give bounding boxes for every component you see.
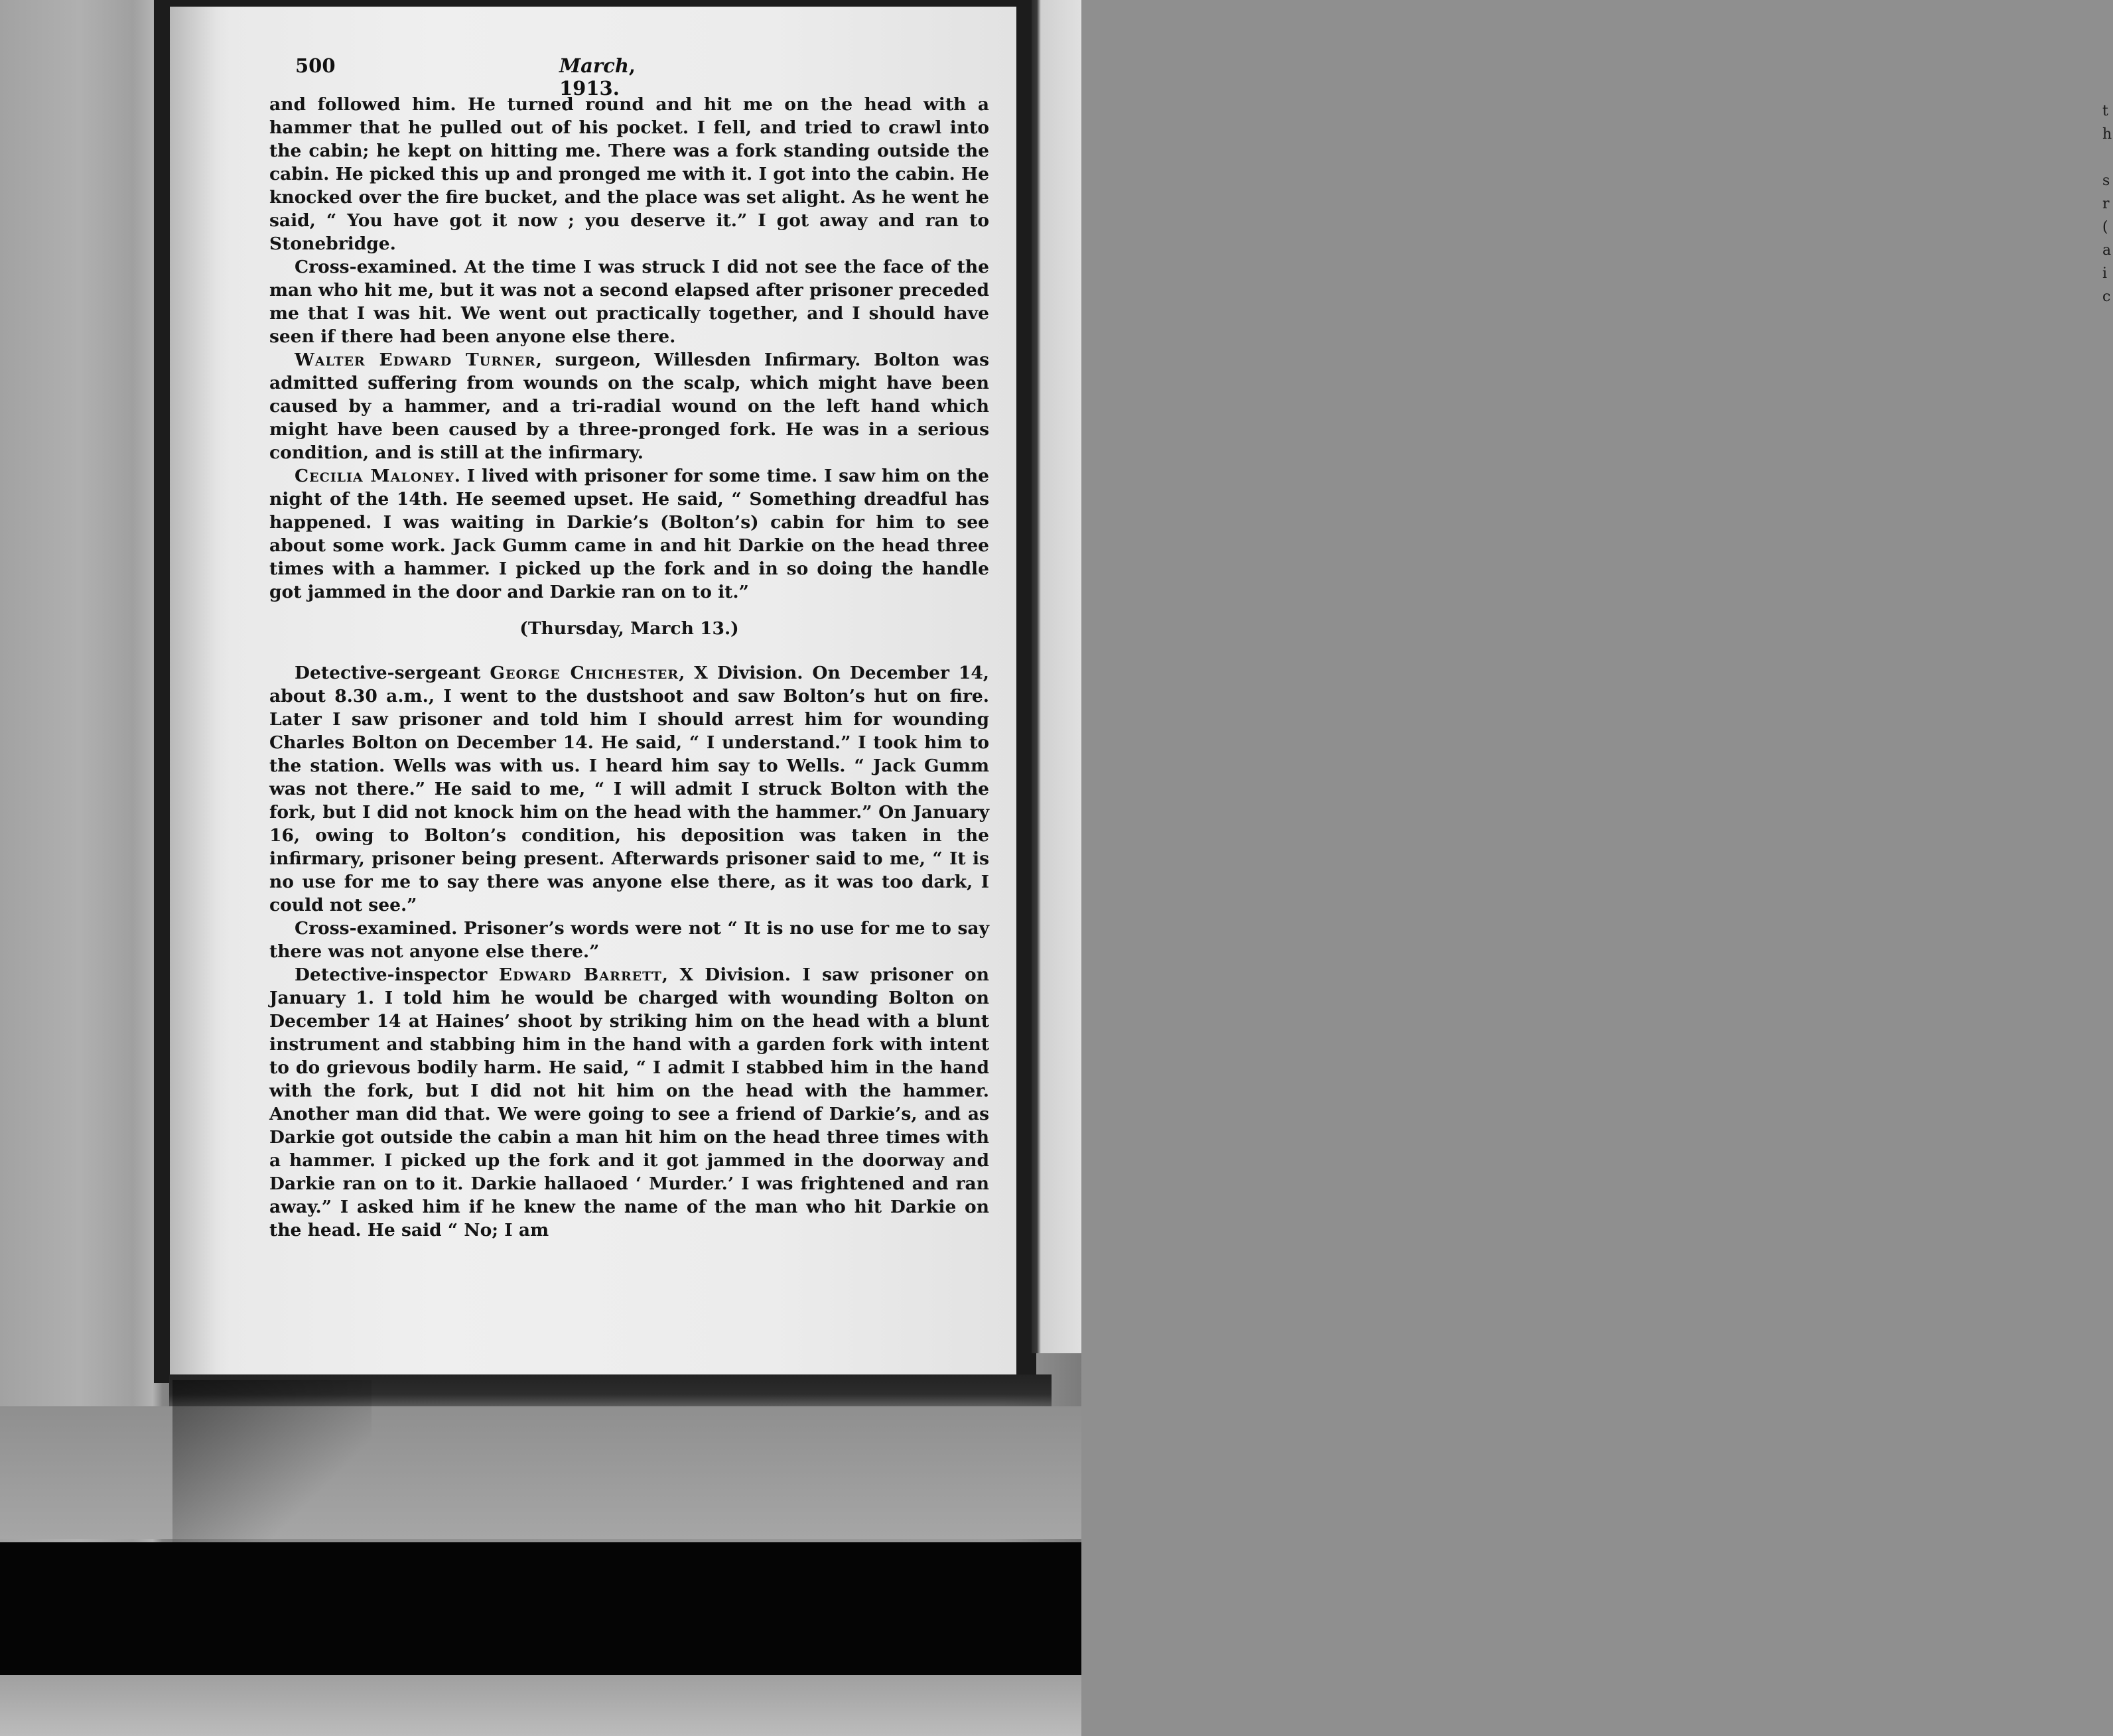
page-body-text xyxy=(269,93,989,1242)
witness-name: Cecilia Maloney xyxy=(295,466,454,486)
paragraph xyxy=(269,255,989,348)
facing-letter: i xyxy=(2102,265,2108,282)
paragraph-text: , X Division. I saw prisoner on January 1. I told him he would be charged with wounding Bolton on December 14 at Haines’ shoot by striking him on the head with a blunt instrument and stabbing him in the hand with a garden fork with intent to do grievous bodily harm. He said, “ I admit I stabbed him in the hand with the fork, but I did not hit him on the head with the hammer. Another man did that. We were going to see a friend of Darkie’s, and as Darkie got outside the cabin a man hit him on the head three times with a hammer. I picked up the fork and it got jammed in the doorway and Darkie ran on to it. Darkie hallaoed ‘ Murder.’ I was frightened and ran away.” I asked him if he knew the name of the man who hit Darkie on the head. He said “ No; I am xyxy=(269,965,989,1240)
paragraph-text: Cross-examined. At the time I was struck I did not see the face of the man who hit me, but it was not a second elapsed after prisoner preceded me that I was hit. We went out practically together, and I should have seen if there had been anyone else there. xyxy=(269,257,989,347)
paragraph xyxy=(269,963,989,1242)
witness-title: Detective-sergeant xyxy=(295,663,490,683)
facing-letter xyxy=(2102,146,2113,169)
paragraph xyxy=(269,661,989,917)
scanner-black-bar xyxy=(0,1542,1081,1675)
paragraph-text: Cross-examined. Prisoner’s words were not “ It is no use for me to say there was not anyone else there.” xyxy=(269,918,989,962)
facing-letter: r xyxy=(2102,196,2110,212)
paragraph-text: and followed him. He turned round and hit me on the head with a hammer that he pulled out of his pocket. I fell, and tried to crawl into the cabin; he kept on hitting me. There was a fork standing outside the cabin. He picked this up and pronged me with it. I got into the cabin. He knocked over the fire bucket, and the place was set alight. As he went he said, “ You have got it now ; you deserve it.” I got away and ran to Stonebridge. xyxy=(269,94,989,254)
paragraph xyxy=(269,917,989,963)
scanner-bed xyxy=(0,1406,1081,1539)
scanner-bottom-strip xyxy=(0,1675,1081,1736)
paragraph-text: , surgeon, Willesden Infirmary. Bolton was admitted suffering from wounds on the scalp, which might have been caused by a hammer, and a tri-radial wound on the left hand which might have been caused by a three-pronged fork. He was in a serious condition, and is still at the infirmary. xyxy=(269,350,989,463)
paragraph-text: . I lived with prisoner for some time. I saw him on the night of the 14th. He seemed upset. He said, “ Something dreadful has happened. I was waiting in Darkie’s (Bolton’s) cabin for him to see about some work. Jack Gumm came in and hit Darkie on the head three times with a hammer. I picked up the fork and in so doing the handle got jammed in the door and Darkie ran on to it.” xyxy=(269,466,989,602)
facing-letter: t xyxy=(2102,103,2108,119)
page-header xyxy=(295,54,693,100)
paragraph xyxy=(269,348,989,464)
facing-page-letters xyxy=(2102,100,2113,308)
page-gutter-shadow xyxy=(170,7,216,1374)
paragraph-text: , X Division. On December 14, about 8.30 a.m., I went to the dustshoot and saw Bolton’s hut on fire. Later I saw prisoner and told him I should arrest him for wounding Charles Bolton on December 14. He said, “ I understand.” I took him to the station. Wells was with us. I heard him say to Wells. “ Jack Gumm was not there.” He said to me, “ I will admit I struck Bolton with the fork, but I did not knock him on the head with the hammer.” On January 16, owing to Bolton’s condition, his deposition was taken in the infirmary, prisoner being present. Afterwards prisoner said to me, “ It is no use for me to say there was anyone else there, as it was too dark, I could not see.” xyxy=(269,663,989,915)
section-date-heading: (Thursday, March 13.) xyxy=(519,618,739,639)
witness-title: Detective-inspector xyxy=(295,965,499,985)
paragraph xyxy=(269,93,989,255)
facing-page-edge xyxy=(1032,0,2112,1353)
corner-shadow xyxy=(172,1380,372,1552)
facing-letter: a xyxy=(2102,242,2112,259)
witness-name: Edward Barrett xyxy=(498,965,662,985)
facing-letter: h xyxy=(2102,126,2112,143)
witness-name: Walter Edward Turner xyxy=(295,350,536,370)
paragraph xyxy=(269,464,989,604)
facing-letter: ( xyxy=(2102,219,2108,235)
facing-letter: c xyxy=(2102,289,2111,305)
running-head-year: , 1913. xyxy=(559,54,636,100)
witness-name: George Chichester xyxy=(490,663,679,683)
page-number: 500 xyxy=(295,54,336,77)
running-head-month: March xyxy=(559,54,629,77)
facing-letter: s xyxy=(2102,172,2110,189)
